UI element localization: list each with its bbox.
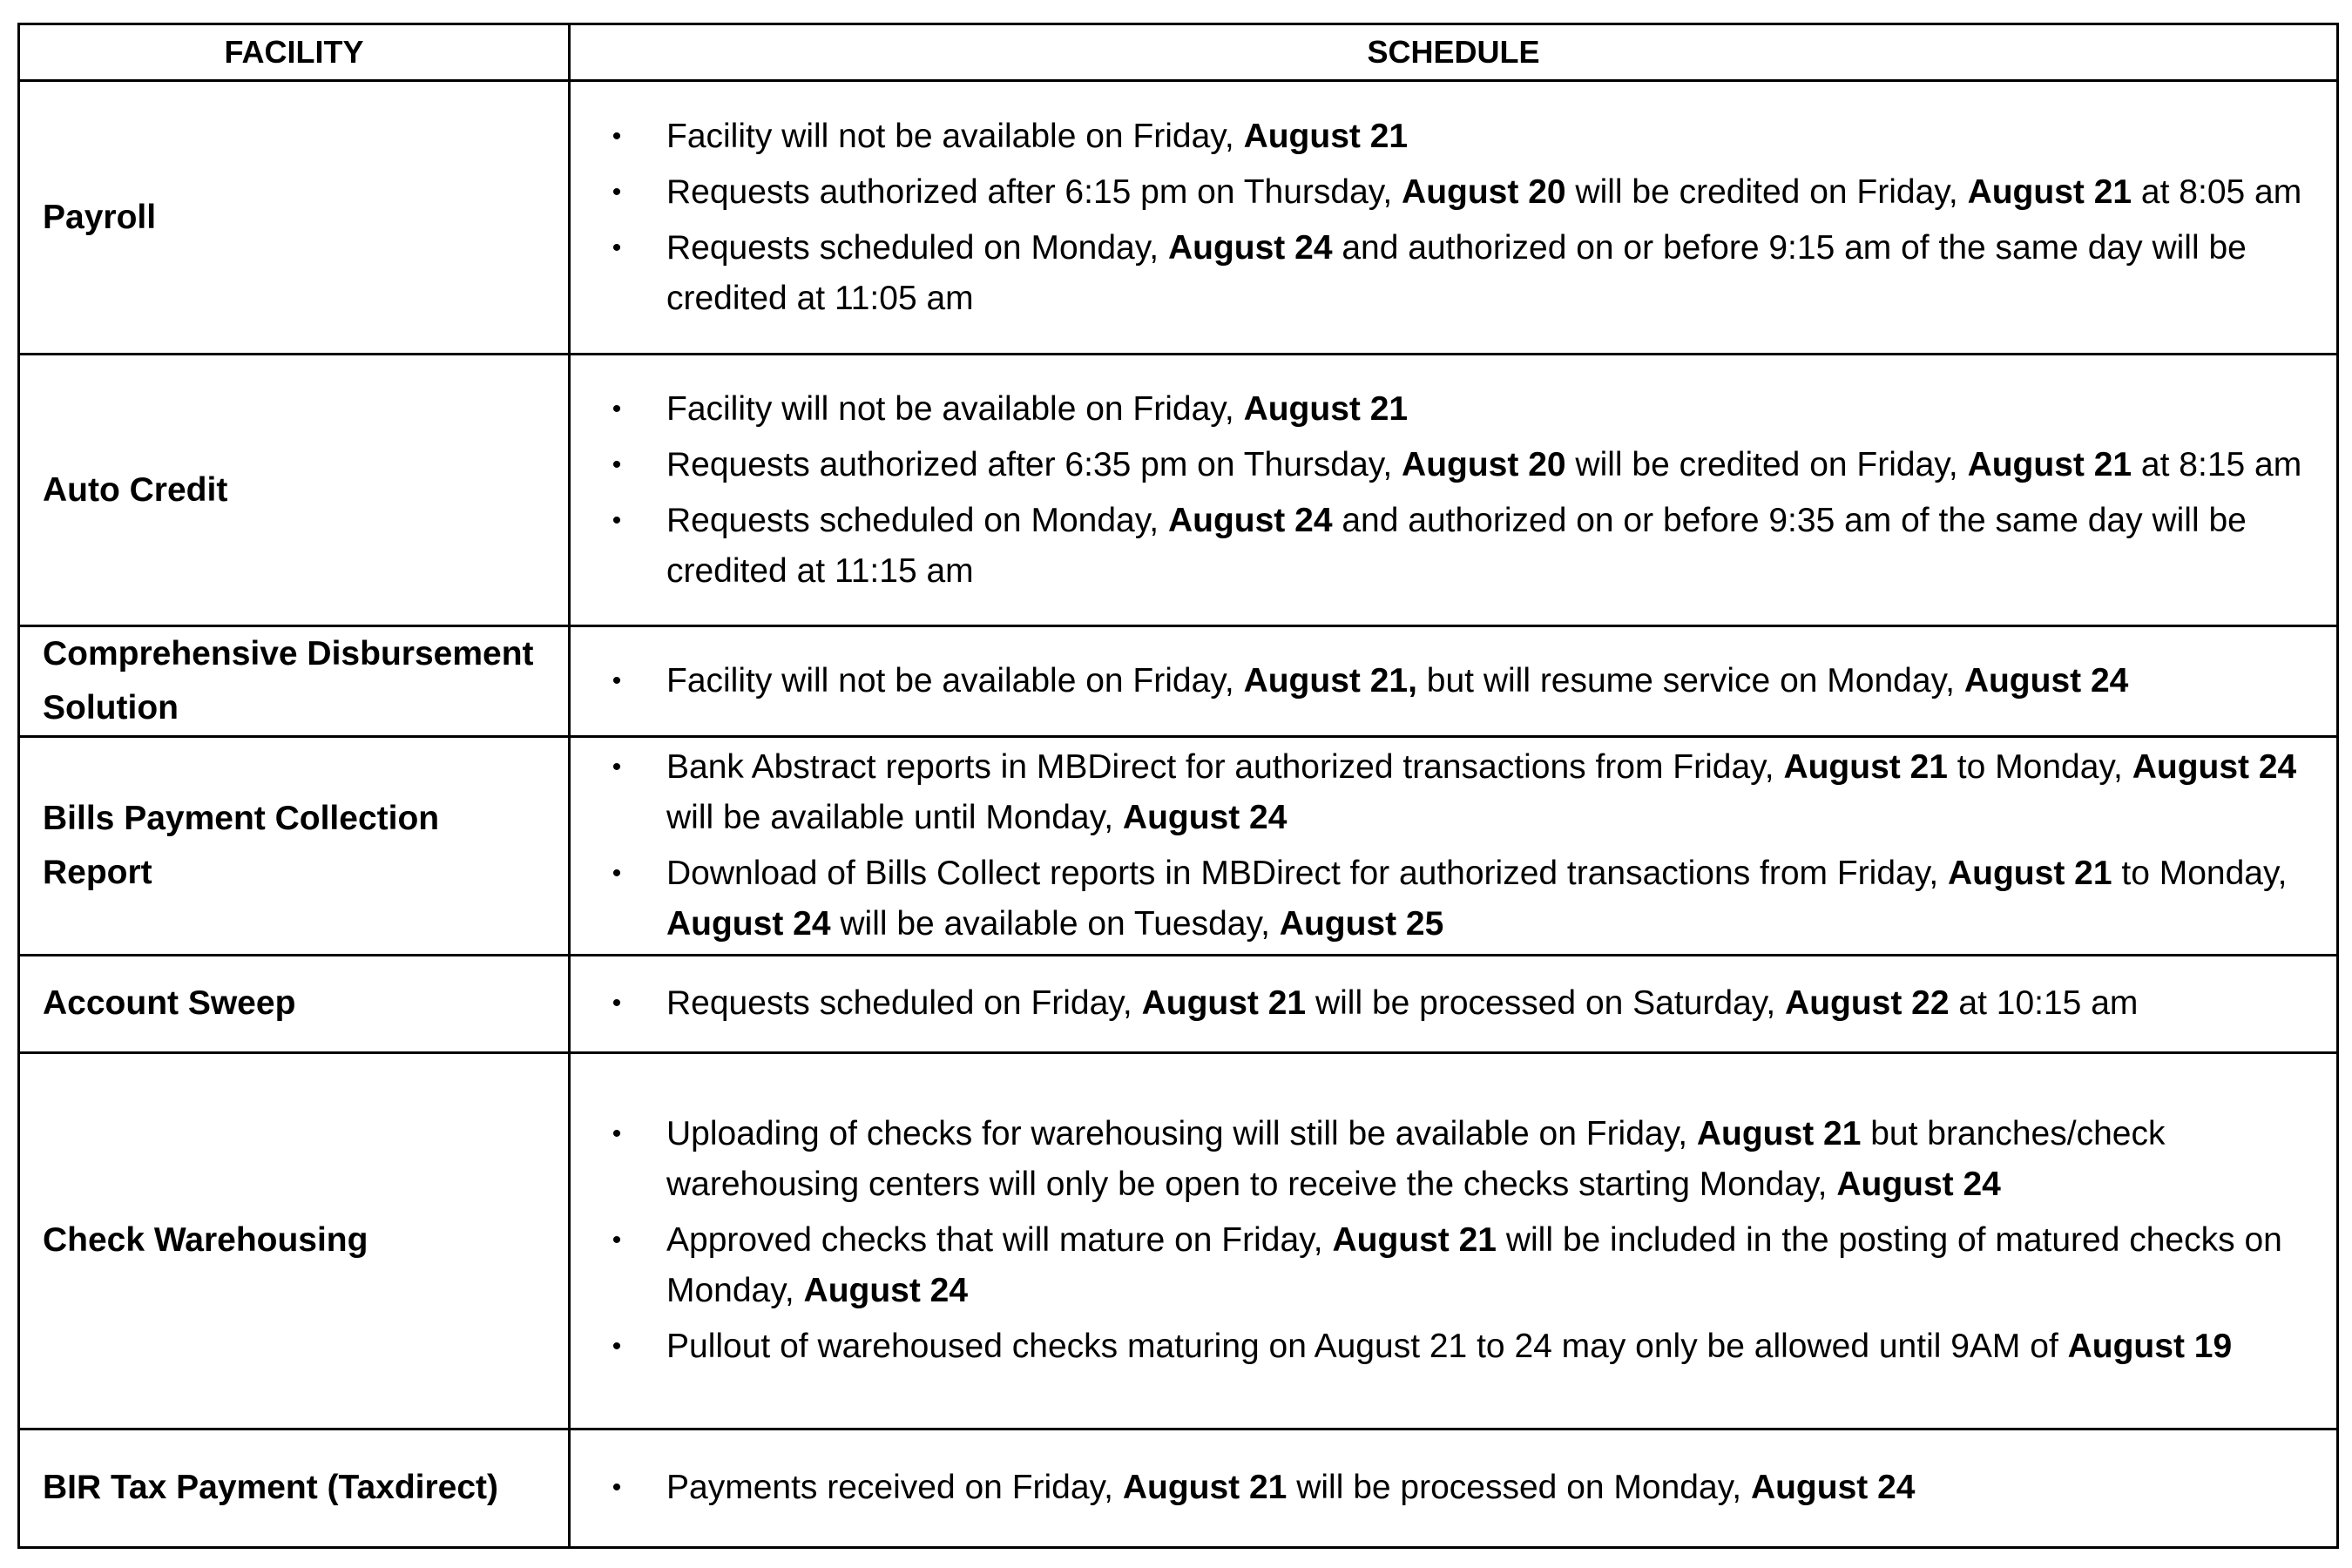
date-highlight: August 21: [1141, 984, 1307, 1023]
item-text: Requests authorized after 6:15 pm on Thursday,: [666, 172, 1402, 211]
schedule-item: [604, 496, 2321, 597]
bullet-icon: •: [612, 233, 622, 262]
date-highlight: August 21: [1783, 747, 1948, 786]
item-text: will be processed on Saturday,: [1306, 984, 1786, 1023]
item-text: will be credited on Friday,: [1565, 445, 1968, 483]
schedule-item: [604, 656, 2321, 706]
date-highlight: August 24: [1167, 501, 1333, 539]
schedule-column-header: SCHEDULE: [570, 24, 2338, 81]
table-body: [19, 81, 2338, 1548]
item-text: Download of Bills Collect reports in MBDirect for authorized transactions from Friday,: [666, 854, 1948, 892]
bullet-icon: •: [612, 1332, 622, 1362]
header-row: [19, 24, 2338, 81]
bullet-icon: •: [612, 505, 622, 535]
table-row-comprehensive-disbursement-solution: [19, 626, 2338, 737]
item-text: will be credited on Friday,: [1565, 172, 1968, 211]
item-text: will be processed on Monday,: [1287, 1469, 1751, 1507]
date-highlight: August 21: [1696, 1115, 1862, 1153]
item-text: Uploading of checks for warehousing will still be available on Friday,: [666, 1115, 1697, 1153]
date-highlight: August 21: [1948, 854, 2112, 892]
item-text: Requests scheduled on Monday,: [666, 228, 1168, 267]
schedule-list: [571, 1109, 2336, 1372]
item-text: but will resume service on Monday,: [1416, 662, 1964, 700]
date-highlight: August 21,: [1243, 662, 1417, 700]
schedule-item: [604, 1321, 2321, 1372]
item-text: to Monday,: [2112, 854, 2288, 892]
facility-name: Comprehensive Disbursement Solution: [19, 626, 570, 737]
date-highlight: August 24: [1750, 1469, 1916, 1507]
schedule-item: [604, 440, 2321, 490]
facility-name: Bills Payment Collection Report: [19, 737, 570, 955]
item-text: Bank Abstract reports in MBDirect for authorized transactions from Friday,: [666, 747, 1784, 786]
facility-name: Payroll: [19, 81, 570, 355]
date-highlight: August 21: [1967, 445, 2132, 483]
date-highlight: August 20: [1402, 172, 1566, 211]
item-text: Requests authorized after 6:35 pm on Thursday,: [666, 445, 1402, 483]
facility-name: Account Sweep: [19, 955, 570, 1052]
schedule-cell: [570, 355, 2338, 626]
date-highlight: August 21: [1332, 1221, 1497, 1260]
bullet-icon: •: [612, 177, 622, 206]
schedule-table: [17, 23, 2339, 1549]
schedule-cell: [570, 81, 2338, 355]
schedule-list: [571, 656, 2336, 706]
date-highlight: August 24: [1122, 798, 1288, 836]
bullet-icon: •: [612, 121, 622, 151]
item-text: will be included in the posting of matured checks on Monday,: [666, 1221, 2282, 1310]
date-highlight: August 24: [666, 904, 831, 943]
schedule-list: [571, 978, 2336, 1029]
table-row-bir-tax-payment: [19, 1429, 2338, 1547]
schedule-item: [604, 742, 2321, 843]
item-text: Facility will not be available on Friday,: [666, 662, 1244, 700]
date-highlight: August 21: [1967, 172, 2132, 211]
schedule-item: [604, 1215, 2321, 1316]
date-highlight: August 22: [1785, 984, 1950, 1023]
facility-column-header: FACILITY: [19, 24, 570, 81]
schedule-cell: [570, 1052, 2338, 1429]
schedule-list: [571, 384, 2336, 597]
schedule-list: [571, 112, 2336, 324]
item-text: but branches/check warehousing centers will only be open to receive the checks starting Monday,: [666, 1115, 2166, 1204]
item-text: Facility will not be available on Friday,: [666, 389, 1244, 428]
schedule-list: [571, 1463, 2336, 1513]
table-row-payroll: [19, 81, 2338, 355]
table-row-check-warehousing: [19, 1052, 2338, 1429]
schedule-cell: [570, 1429, 2338, 1547]
item-text: to Monday,: [1947, 747, 2132, 786]
item-text: Requests scheduled on Friday,: [666, 984, 1142, 1023]
schedule-list: [571, 742, 2336, 950]
bullet-icon: •: [612, 752, 622, 781]
bullet-icon: •: [612, 989, 622, 1018]
table-row-bills-payment-collection-report: [19, 737, 2338, 955]
item-text: Pullout of warehoused checks maturing on August 21 to 24 may only be allowed until 9AM of: [666, 1328, 2068, 1366]
schedule-item: [604, 223, 2321, 324]
schedule-item: [604, 112, 2321, 162]
item-text: and authorized on or before 9:15 am of the same day will be credited at 11:05 am: [666, 228, 2247, 317]
item-text: and authorized on or before 9:35 am of the same day will be credited at 11:15 am: [666, 501, 2247, 590]
schedule-cell: [570, 955, 2338, 1052]
bullet-icon: •: [612, 1473, 622, 1503]
schedule-item: [604, 848, 2321, 950]
date-highlight: August 21: [1243, 117, 1409, 155]
facility-name: BIR Tax Payment (Taxdirect): [19, 1429, 570, 1547]
schedule-cell: [570, 737, 2338, 955]
item-text: Requests scheduled on Monday,: [666, 501, 1168, 539]
facility-name: Auto Credit: [19, 355, 570, 626]
schedule-item: [604, 167, 2321, 218]
table-row-auto-credit: [19, 355, 2338, 626]
item-text: at 8:05 am: [2132, 172, 2302, 211]
date-highlight: August 24: [1963, 662, 2129, 700]
item-text: will be available until Monday,: [666, 798, 1123, 836]
item-text: at 10:15 am: [1949, 984, 2139, 1023]
bullet-icon: •: [612, 1226, 622, 1255]
table-row-account-sweep: [19, 955, 2338, 1052]
schedule-item: [604, 384, 2321, 435]
schedule-cell: [570, 626, 2338, 737]
date-highlight: August 21: [1122, 1469, 1288, 1507]
date-highlight: August 25: [1279, 904, 1444, 943]
bullet-icon: •: [612, 394, 622, 423]
bullet-icon: •: [612, 1119, 622, 1149]
schedule-item: [604, 1463, 2321, 1513]
schedule-item: [604, 978, 2321, 1029]
date-highlight: August 24: [1836, 1166, 2001, 1204]
schedule-item: [604, 1109, 2321, 1210]
bullet-icon: •: [612, 666, 622, 696]
bullet-icon: •: [612, 858, 622, 888]
item-text: Approved checks that will mature on Friday,: [666, 1221, 1333, 1260]
date-highlight: August 21: [1243, 389, 1409, 428]
date-highlight: August 24: [803, 1272, 969, 1310]
item-text: Payments received on Friday,: [666, 1469, 1123, 1507]
item-text: Facility will not be available on Friday,: [666, 117, 1244, 155]
bullet-icon: •: [612, 449, 622, 479]
date-highlight: August 19: [2067, 1328, 2233, 1366]
date-highlight: August 24: [2132, 747, 2297, 786]
facility-name: Check Warehousing: [19, 1052, 570, 1429]
date-highlight: August 20: [1402, 445, 1566, 483]
item-text: will be available on Tuesday,: [830, 904, 1280, 943]
item-text: at 8:15 am: [2132, 445, 2302, 483]
date-highlight: August 24: [1167, 228, 1333, 267]
